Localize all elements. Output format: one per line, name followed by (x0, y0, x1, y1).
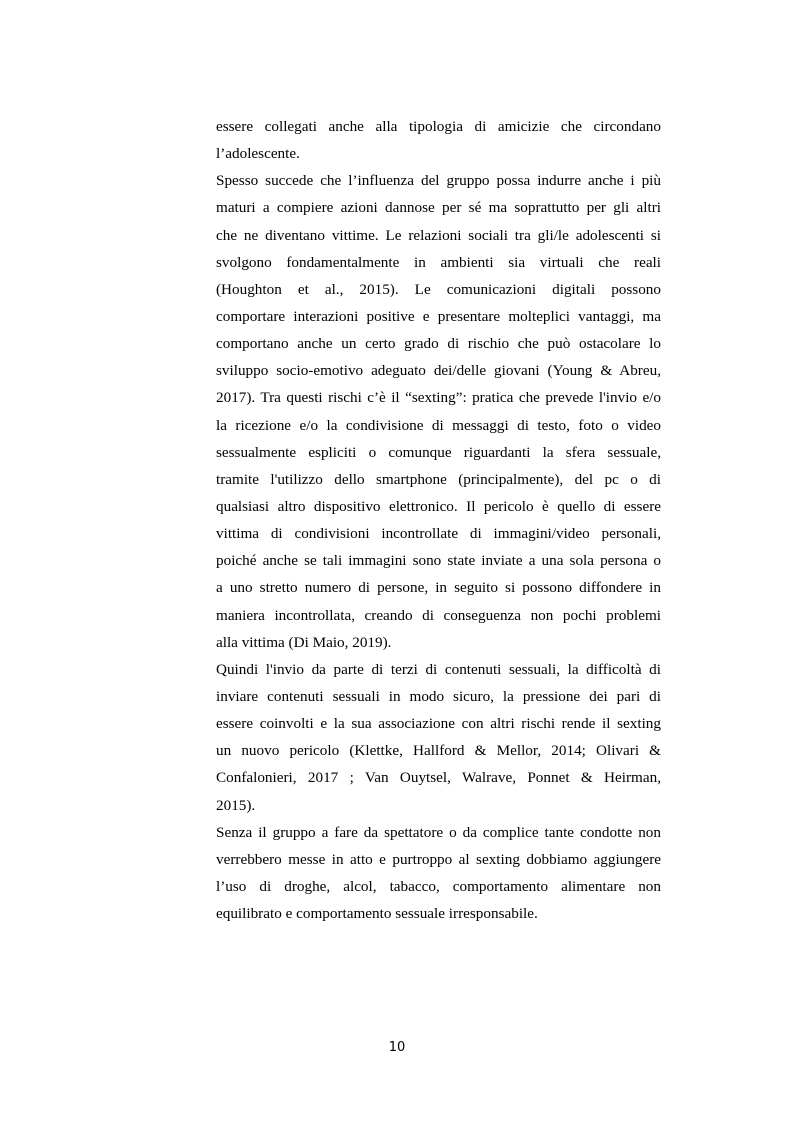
page-number: 10 (388, 1040, 406, 1055)
text-line: Senza il gruppo a fare da spettatore o da complice tante condotte non (216, 823, 661, 841)
text-line: l’uso di droghe, alcol, tabacco, comportamento alimentare non (216, 877, 661, 895)
text-line: sessualmente espliciti o comunque riguardanti la sfera sessuale, (216, 443, 661, 461)
text-line: a uno stretto numero di persone, in seguito si possono diffondere in (216, 579, 661, 597)
text-line: Spesso succede che l’influenza del gruppo possa indurre anche i più (216, 172, 661, 190)
text-line: comportare interazioni positive e presentare molteplici vantaggi, ma (216, 307, 661, 325)
text-line: poiché anche se tali immagini sono state inviate a una sola persona o (216, 552, 661, 570)
text-line: svolgono fondamentalmente in ambienti sia virtuali che reali (216, 253, 661, 271)
text-line: 2017). Tra questi rischi c’è il “sexting”: pratica che prevede l'invio e/o (216, 389, 661, 407)
text-line: un nuovo pericolo (Klettke, Hallford & Mellor, 2014; Olivari & (216, 742, 661, 760)
text-line: inviare contenuti sessuali in modo sicuro, la pressione dei pari di (216, 687, 661, 705)
text-line: 2015). (216, 796, 256, 814)
text-line: qualsiasi altro dispositivo elettronico. Il pericolo è quello di essere (216, 497, 661, 515)
body-text (216, 113, 661, 927)
text-line: maturi a compiere azioni dannose per sé ma soprattutto per gli altri (216, 199, 661, 217)
text-line: essere collegati anche alla tipologia di amicizie che circondano (216, 118, 661, 135)
text-line: la ricezione e/o la condivisione di messaggi di testo, foto o video (216, 416, 661, 434)
text-line: (Houghton et al., 2015). Le comunicazioni digitali possono (216, 280, 661, 298)
text-line: l’adolescente. (216, 145, 300, 163)
text-line: alla vittima (Di Maio, 2019). (216, 633, 392, 651)
text-line: tramite l'utilizzo dello smartphone (principalmente), del pc o di (216, 470, 661, 488)
text-line: maniera incontrollata, creando di conseguenza non pochi problemi (216, 606, 661, 624)
text-line: Quindi l'invio da parte di terzi di contenuti sessuali, la difficoltà di (216, 660, 661, 678)
text-line: vittima di condivisioni incontrollate di immagini/video personali, (216, 525, 661, 543)
text-line: comportano anche un certo grado di rischio che può ostacolare lo (216, 335, 661, 353)
text-line: verrebbero messe in atto e purtroppo al sexting dobbiamo aggiungere (216, 850, 661, 868)
text-line: Confalonieri, 2017 ; Van Ouytsel, Walrave, Ponnet & Heirman, (216, 769, 661, 787)
text-line: essere coinvolti e la sua associazione con altri rischi rende il sexting (216, 715, 661, 733)
text-line: sviluppo socio-emotivo adeguato dei/delle giovani (Young & Abreu, (216, 362, 661, 380)
text-line: equilibrato e comportamento sessuale irresponsabile. (216, 905, 538, 923)
text-line: che ne diventano vittime. Le relazioni sociali tra gli/le adolescenti si (216, 226, 661, 244)
